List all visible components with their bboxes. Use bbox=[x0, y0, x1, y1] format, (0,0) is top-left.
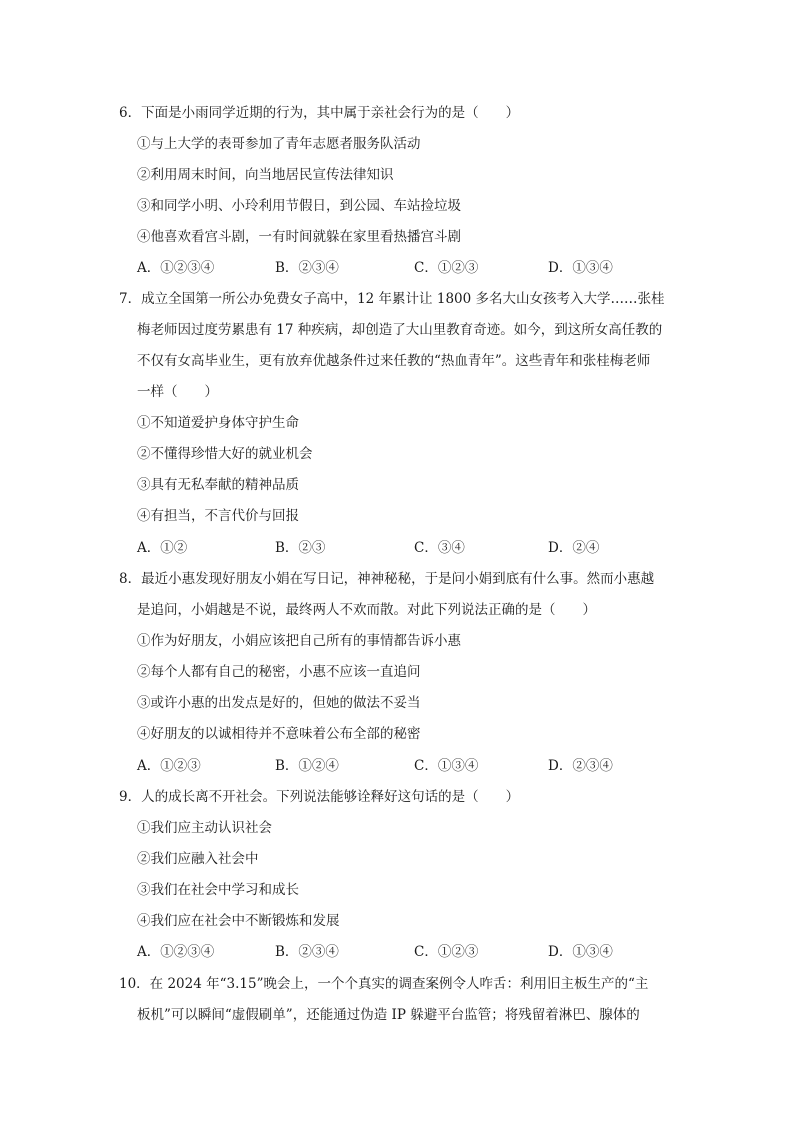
question-7-option-1: ①不知道爱护身体守护生命 bbox=[137, 415, 299, 431]
question-7-choice-a: A．①② bbox=[137, 540, 188, 556]
question-8-option-4: ④好朋友的以诚相待并不意味着公布全部的秘密 bbox=[137, 726, 421, 742]
question-8-stem-line-1: 8．最近小惠发现好朋友小娟在写日记，神神秘秘，于是问小娟到底有什么事。然而小惠越 bbox=[119, 571, 655, 587]
question-7-option-4: ④有担当，不言代价与回报 bbox=[137, 508, 299, 524]
question-9-stem: 9．人的成长离不开社会。下列说法能够诠释好这句话的是（ ） bbox=[119, 789, 520, 805]
question-8-choice-b: B．①②④ bbox=[275, 758, 339, 774]
question-6-option-2: ②利用周末时间，向当地居民宣传法律知识 bbox=[137, 167, 394, 183]
question-8-option-2: ②每个人都有自己的秘密，小惠不应该一直追问 bbox=[137, 664, 421, 680]
question-6-choice-c: C．①②③ bbox=[414, 260, 479, 276]
question-8-option-1: ①作为好朋友，小娟应该把自己所有的事情都告诉小惠 bbox=[137, 633, 461, 649]
question-9-option-1: ①我们应主动认识社会 bbox=[137, 820, 272, 836]
question-9-choice-b: B．②③④ bbox=[275, 944, 339, 960]
question-6-option-1: ①与上大学的表哥参加了青年志愿者服务队活动 bbox=[137, 136, 421, 152]
question-7-choice-b: B．②③ bbox=[275, 540, 326, 556]
question-6-stem: 6．下面是小雨同学近期的行为，其中属于亲社会行为的是（ ） bbox=[119, 105, 520, 121]
question-7-option-2: ②不懂得珍惜大好的就业机会 bbox=[137, 446, 313, 462]
question-6-option-4: ④他喜欢看宫斗剧，一有时间就躲在家里看热播宫斗剧 bbox=[137, 229, 461, 245]
question-10-stem-line-2: 板机”可以瞬间“虚假刷单”，还能通过伪造 IP 躲避平台监管；将残留着淋巴、腺体的 bbox=[137, 1007, 640, 1023]
question-9-choice-d: D．①③④ bbox=[548, 944, 613, 960]
question-9-choice-c: C．①②③ bbox=[414, 944, 479, 960]
question-10-stem-line-1: 10．在 2024 年“3.15”晚会上，一个个真实的调查案例令人咋舌：利用旧主板生产的“主 bbox=[119, 976, 649, 992]
question-7-stem-line-4: 一样（ ） bbox=[137, 384, 218, 400]
question-6-option-3: ③和同学小明、小玲利用节假日，到公园、车站捡垃圾 bbox=[137, 198, 461, 214]
question-6-choice-b: B．②③④ bbox=[275, 260, 339, 276]
question-8-stem-line-2: 是追问，小娟越是不说，最终两人不欢而散。对此下列说法正确的是（ ） bbox=[137, 602, 596, 618]
question-8-choice-d: D．②③④ bbox=[548, 758, 613, 774]
question-9-option-4: ④我们应在社会中不断锻炼和发展 bbox=[137, 913, 340, 929]
question-8-choice-c: C．①③④ bbox=[414, 758, 479, 774]
question-9-choice-a: A．①②③④ bbox=[137, 944, 215, 960]
question-7-stem-line-3: 不仅有女高毕业生，更有放弃优越条件过来任教的“热血青年”。这些青年和张桂梅老师 bbox=[137, 353, 651, 369]
question-7-choice-d: D．②④ bbox=[548, 540, 600, 556]
question-7-stem-line-2: 梅老师因过度劳累患有 17 种疾病，却创造了大山里教育奇迹。如今，到这所女高任教的 bbox=[137, 322, 663, 338]
question-7-option-3: ③具有无私奉献的精神品质 bbox=[137, 477, 299, 493]
question-7-choice-c: C．③④ bbox=[414, 540, 465, 556]
question-8-choice-a: A．①②③ bbox=[137, 758, 201, 774]
question-9-option-3: ③我们在社会中学习和成长 bbox=[137, 882, 299, 898]
question-7-stem-line-1: 7．成立全国第一所公办免费女子高中，12 年累计让 1800 多名大山女孩考入大学……张桂 bbox=[119, 291, 665, 307]
question-6-choice-a: A．①②③④ bbox=[137, 260, 215, 276]
question-6-choice-d: D．①③④ bbox=[548, 260, 613, 276]
question-9-option-2: ②我们应融入社会中 bbox=[137, 851, 259, 867]
question-8-option-3: ③或许小惠的出发点是好的，但她的做法不妥当 bbox=[137, 695, 421, 711]
